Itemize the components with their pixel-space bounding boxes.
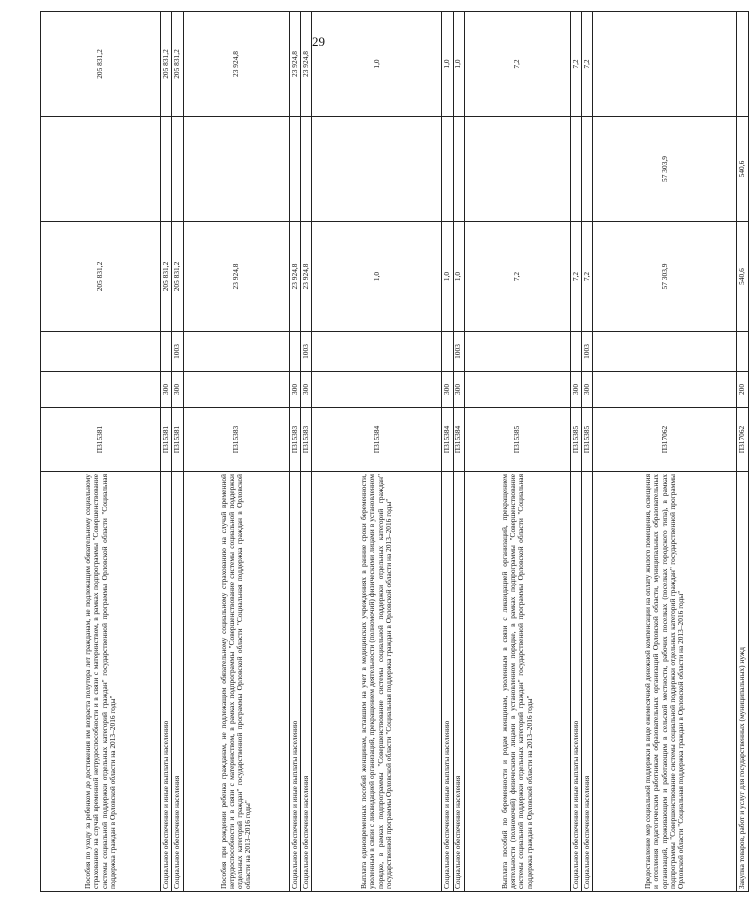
amount-regional: 1,0 [442,12,453,117]
subsection-code [570,332,581,372]
target-article-code: П315385 [464,408,570,472]
table-row [289,12,300,892]
subsection-code: 1003 [172,332,183,372]
subsection-code [289,332,300,372]
amount-total: 23 924,8 [300,222,311,332]
amount-regional: 1,0 [453,12,464,117]
subsection-code: 1003 [453,332,464,372]
amount-federal [289,117,300,222]
subsection-code [183,332,289,372]
amount-regional: 7,2 [582,12,593,117]
target-article-code: П317062 [593,408,737,472]
subsection-code [442,332,453,372]
target-article-code: П315384 [453,408,464,472]
table-row [183,12,289,892]
subsection-code: 1003 [582,332,593,372]
table-row [570,12,581,892]
table-row [453,12,464,892]
amount-regional: 23 924,8 [289,12,300,117]
amount-total: 57 303,9 [593,222,737,332]
amount-federal [312,117,442,222]
row-description: Пособия при рождении ребенка гражданам, не подлежащим обязательному социальному страхованию на случай временной нетрудоспособности и в связи с материнством, в рамках подпрограммы "Совершенствование системы социальной поддержки отдельных категорий граждан" государственной программы Орловской области "Социальная поддержка граждан в Орловской области на 2013–2016 годы" [183,472,289,892]
table-row [172,12,183,892]
amount-total: 23 924,8 [183,222,289,332]
expense-type-code: 300 [570,372,581,408]
target-article-code: П315384 [312,408,442,472]
table-row [737,12,748,892]
amount-total: 205 831,2 [172,222,183,332]
amount-regional: 23 924,8 [183,12,289,117]
amount-federal [41,117,161,222]
subsection-code [464,332,570,372]
amount-federal [453,117,464,222]
row-description: Закупка товаров, работ и услуг для государственных (муниципальных) нужд [737,472,748,892]
amount-regional [593,12,737,117]
amount-total: 1,0 [312,222,442,332]
row-description: Социальное обеспечение и иные выплаты населению [442,472,453,892]
row-description: Выплата единовременных пособий женщинам, вставшим на учет в медицинских учреждениях в ранние сроки беременности, уволенным в связи с ликвидацией организаций, прекращением деятельности (полномочий) физическими лицами в установленном порядке, в рамках подпрограммы "Совершенствование системы социальной поддержки отдельных категорий граждан" государственной программы Орловской области "Социальная поддержка граждан в Орловской области на 2013–2016 годы" [312,472,442,892]
table-row [161,12,172,892]
target-article-code: П315384 [442,408,453,472]
row-description: Социальное обеспечение населения [582,472,593,892]
expense-type-code [312,372,442,408]
amount-federal [570,117,581,222]
target-article-code: П315385 [582,408,593,472]
amount-total: 1,0 [453,222,464,332]
target-article-code: П317062 [737,408,748,472]
expense-type-code [41,372,161,408]
expense-type-code: 300 [172,372,183,408]
table-row [442,12,453,892]
budget-table [40,11,749,892]
table-row [41,12,161,892]
target-article-code: П315385 [570,408,581,472]
expense-type-code [183,372,289,408]
amount-federal: 540,6 [737,117,748,222]
subsection-code [41,332,161,372]
expense-type-code: 300 [442,372,453,408]
amount-federal [300,117,311,222]
target-article-code: П315381 [41,408,161,472]
rotated-page [40,12,747,892]
amount-federal [442,117,453,222]
expense-type-code: 300 [300,372,311,408]
amount-total: 1,0 [442,222,453,332]
table-row [464,12,570,892]
subsection-code [312,332,442,372]
amount-total: 540,6 [737,222,748,332]
expense-type-code: 300 [289,372,300,408]
amount-total: 205 831,2 [161,222,172,332]
expense-type-code: 300 [161,372,172,408]
amount-regional [737,12,748,117]
subsection-code [737,332,748,372]
amount-regional: 23 924,8 [300,12,311,117]
amount-federal [172,117,183,222]
amount-federal [582,117,593,222]
row-description: Социальное обеспечение населения [300,472,311,892]
row-description: Выплата пособий по беременности и родам женщинам, уволенным в связи с ликвидацией организаций, прекращением деятельности (полномочий) физическими лицами в установленном порядке, в рамках подпрограммы "Совершенствование системы социальной поддержки отдельных категорий граждан" государственной программы Орловской области "Социальная поддержка граждан в Орловской области на 2013–2016 годы" [464,472,570,892]
row-description: Пособия по уходу за ребенком до достижения им возраста полутора лет гражданам, не подлежащим обязательному социальному страхованию на случай временной нетрудоспособности и в связи с материнством, в рамках подпрограммы "Совершенствование системы социальной поддержки отдельных категорий граждан" государственной программы Орловской области "Социальная поддержка граждан в Орловской области на 2013–2016 годы" [41,472,161,892]
amount-federal [161,117,172,222]
row-description: Социальное обеспечение и иные выплаты населению [161,472,172,892]
expense-type-code: 200 [737,372,748,408]
target-article-code: П315383 [183,408,289,472]
amount-regional: 7,2 [570,12,581,117]
amount-federal [464,117,570,222]
amount-total: 205 831,2 [41,222,161,332]
target-article-code: П315383 [300,408,311,472]
table-row [593,12,737,892]
amount-total: 7,2 [582,222,593,332]
amount-total: 23 924,8 [289,222,300,332]
amount-total: 7,2 [570,222,581,332]
amount-regional: 7,2 [464,12,570,117]
subsection-code [161,332,172,372]
subsection-code: 1003 [300,332,311,372]
table-row [582,12,593,892]
amount-federal: 57 303,9 [593,117,737,222]
amount-regional: 205 831,2 [41,12,161,117]
target-article-code: П315381 [172,408,183,472]
expense-type-code: 300 [453,372,464,408]
expense-type-code [593,372,737,408]
amount-total: 7,2 [464,222,570,332]
row-description: Социальное обеспечение населения [453,472,464,892]
row-description: Социальное обеспечение и иные выплаты населению [570,472,581,892]
amount-regional: 205 831,2 [161,12,172,117]
page-number: 29 [312,34,325,49]
row-description: Социальное обеспечение и иные выплаты населению [289,472,300,892]
table-row [300,12,311,892]
amount-regional: 205 831,2 [172,12,183,117]
table-row [312,12,442,892]
expense-type-code [464,372,570,408]
target-article-code: П315381 [161,408,172,472]
target-article-code: П315383 [289,408,300,472]
row-description: Социальное обеспечение населения [172,472,183,892]
row-description: Предоставление мер социальной поддержки в виде ежемесячной денежной компенсации на оплату жилого помещения, освещения и отопления педагогическим работникам образовательных организаций Орловской области, муниципальных образовательных организаций, проживающим и работающим в сельской местности, рабочих поселках (поселках городского типа), в рамках подпрограммы "Совершенствование системы социальной поддержки отдельных категорий граждан" государственной программы Орловской области "Социальная поддержка граждан в Орловской области на 2013–2016 годы" [593,472,737,892]
expense-type-code: 300 [582,372,593,408]
subsection-code [593,332,737,372]
amount-federal [183,117,289,222]
amount-regional: 1,0 [312,12,442,117]
